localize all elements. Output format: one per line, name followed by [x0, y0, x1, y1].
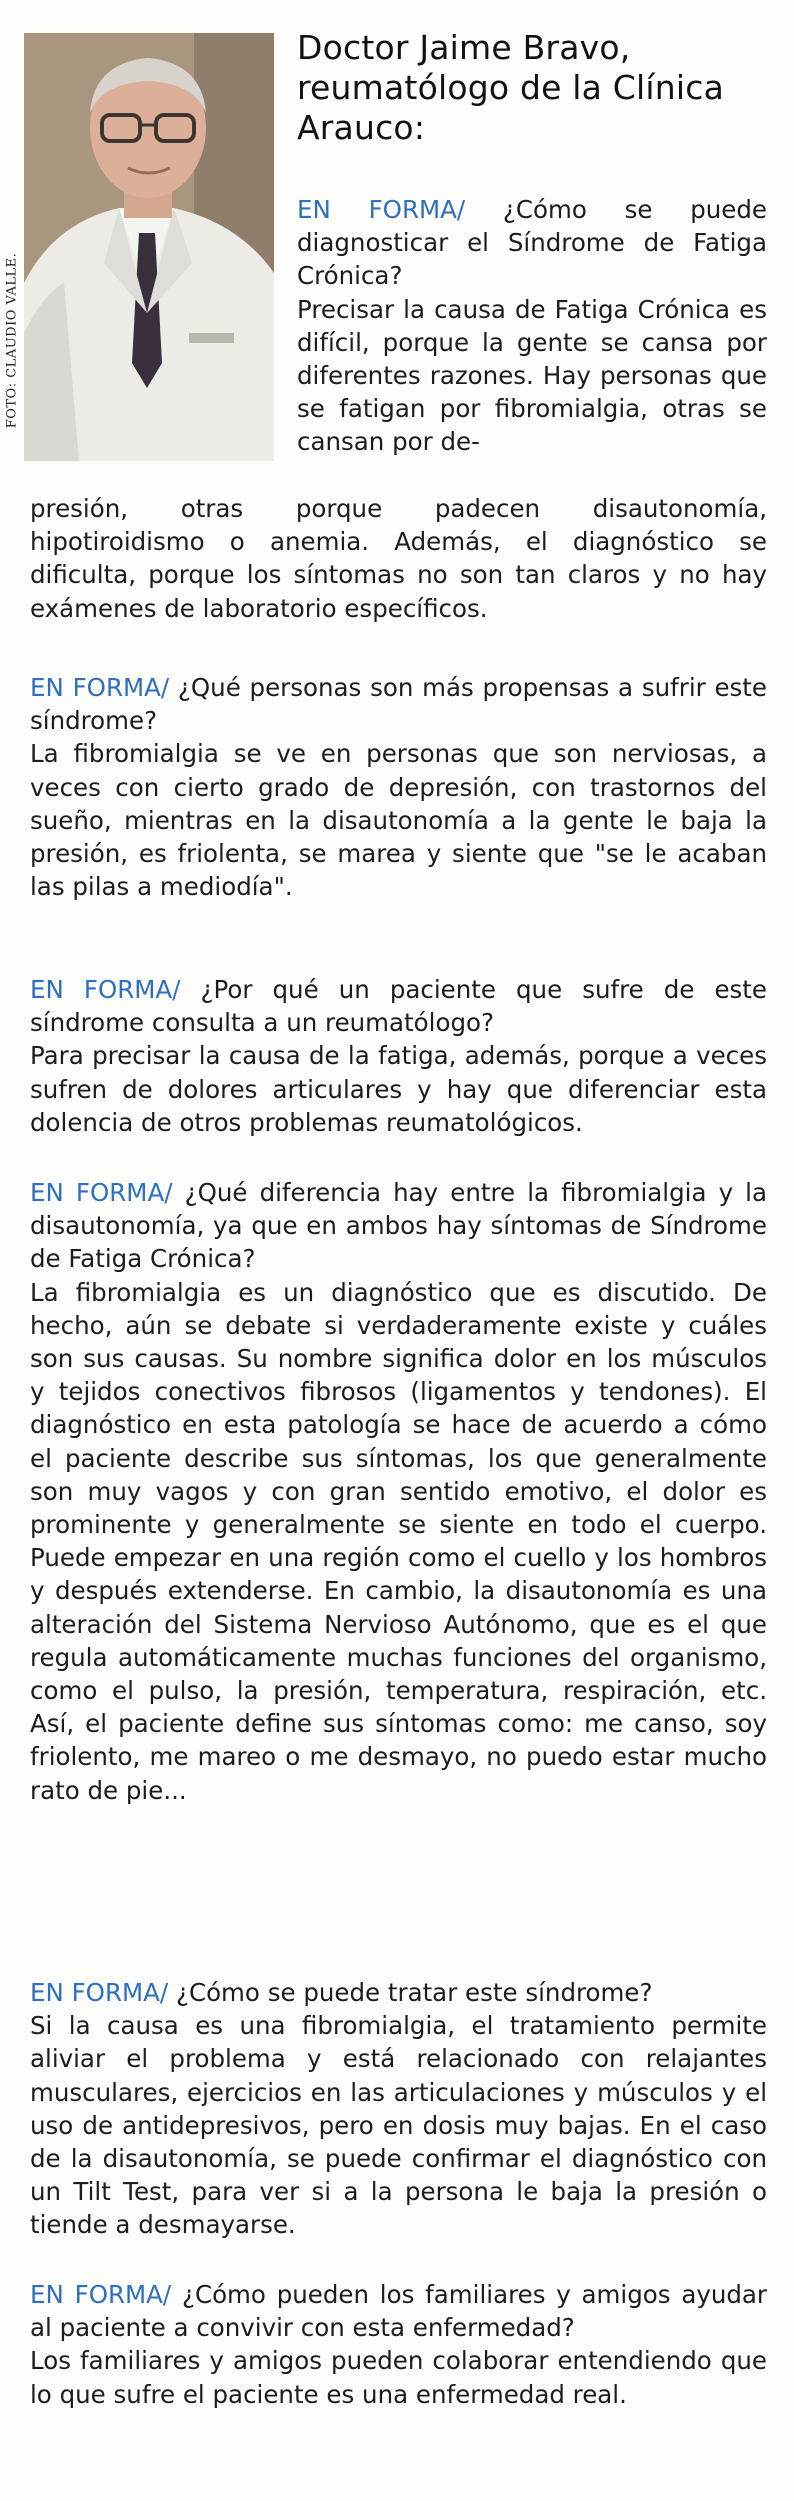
question-line	[30, 973, 767, 1039]
question-text: ¿Cómo pueden los familiares y amigos ayudar al paciente a convivir con esta enfermedad?	[30, 2280, 767, 2343]
question-line	[297, 193, 767, 293]
answer-text-continued: presión, otras porque padecen disautonomía, hipotiroidismo o anemia. Además, el diagnóstico se dificulta, porque los síntomas no son tan claros y no hay exámenes de laboratorio específicos.	[30, 494, 767, 623]
answer-text: Precisar la causa de Fatiga Crónica es difícil, porque la gente se cansa por diferentes razones. Hay personas que se fatigan por fibromialgia, otras se cansan por de-	[297, 294, 767, 457]
en-forma-label: EN FORMA/	[30, 2280, 172, 2309]
doctor-portrait-photo	[24, 33, 274, 461]
interview-heading: Doctor Jaime Bravo, reumatólogo de la Clínica Arauco:	[297, 28, 724, 147]
question-text: ¿Cómo se puede tratar este síndrome?	[175, 1978, 653, 2007]
en-forma-label: EN FORMA/	[30, 975, 181, 1004]
question-line	[30, 671, 767, 737]
qa-block	[30, 1176, 767, 1807]
question-text: ¿Cómo se puede diagnosticar el Síndrome de Fatiga Crónica?	[297, 195, 767, 291]
qa-block	[30, 1976, 767, 2242]
answer-text: La fibromialgia se ve en personas que son nerviosas, a veces con cierto grado de depresión, con trastornos del sueño, mientras en la disautonomía a la gente le baja la presión, es friolenta, se marea y siente que "se le acaban las pilas a mediodía".	[30, 739, 767, 902]
answer-text: Si la causa es una fibromialgia, el tratamiento permite aliviar el problema y está relacionado con relajantes musculares, ejercicios en las articulaciones y músculos y el uso de antidepresivos, pero en dosis muy bajas. En el caso de la disautonomía, se puede confirmar el diagnóstico con un Tilt Test, para ver si a la persona le baja la presión o tiende a desmayarse.	[30, 2011, 767, 2240]
portrait-illustration	[24, 33, 274, 461]
en-forma-label: EN FORMA/	[30, 673, 170, 702]
qa-block	[30, 671, 767, 903]
answer-text: Para precisar la causa de la fatiga, además, porque a veces sufren de dolores articulares y hay que diferenciar esta dolencia de otros problemas reumatológicos.	[30, 1041, 767, 1137]
qa-block	[30, 2278, 767, 2411]
question-line	[30, 2278, 767, 2344]
question-line	[30, 1176, 767, 1276]
answer-text: La fibromialgia es un diagnóstico que es discutido. De hecho, aún se debate si verdaderamente existe y cuáles son sus causas. Su nombre significa dolor en los músculos y tejidos conectivos fibrosos (ligamentos y tendones). El diagnóstico en esta patología se hace de acuerdo a cómo el paciente describe sus síntomas, los que generalmente son muy vagos y con gran sentido emotivo, el dolor es prominente y generalmente se siente en todo el cuerpo. Puede empezar en una región como el cuello y los hombros y después extenderse. En cambio, la disautonomía es una alteración del Sistema Nervioso Autónomo, que es el que regula automáticamente muchas funciones del organismo, como el pulso, la presión, temperatura, respiración, etc. Así, el paciente define sus síntomas como: me canso, soy friolento, me mareo o me desmayo, no puedo estar mucho rato de pie...	[30, 1277, 767, 1805]
question-line	[30, 1976, 767, 2009]
answer-text: Los familiares y amigos pueden colaborar entendiendo que lo que sufre el paciente es una enfermedad real.	[30, 2346, 767, 2409]
question-text: ¿Por qué un paciente que sufre de este síndrome consulta a un reumatólogo?	[30, 975, 767, 1038]
question-text: ¿Qué personas son más propensas a sufrir este síndrome?	[30, 673, 767, 736]
photo-credit: FOTO: CLAUDIO VALLE.	[4, 252, 20, 428]
qa-block	[297, 193, 767, 459]
en-forma-label: EN FORMA/	[297, 195, 466, 224]
qa-block	[30, 973, 767, 1139]
en-forma-label: EN FORMA/	[30, 1978, 169, 2007]
question-text: ¿Qué diferencia hay entre la fibromialgia y la disautonomía, ya que en ambos hay síntomas de Síndrome de Fatiga Crónica?	[30, 1178, 767, 1274]
en-forma-label: EN FORMA/	[30, 1178, 173, 1207]
